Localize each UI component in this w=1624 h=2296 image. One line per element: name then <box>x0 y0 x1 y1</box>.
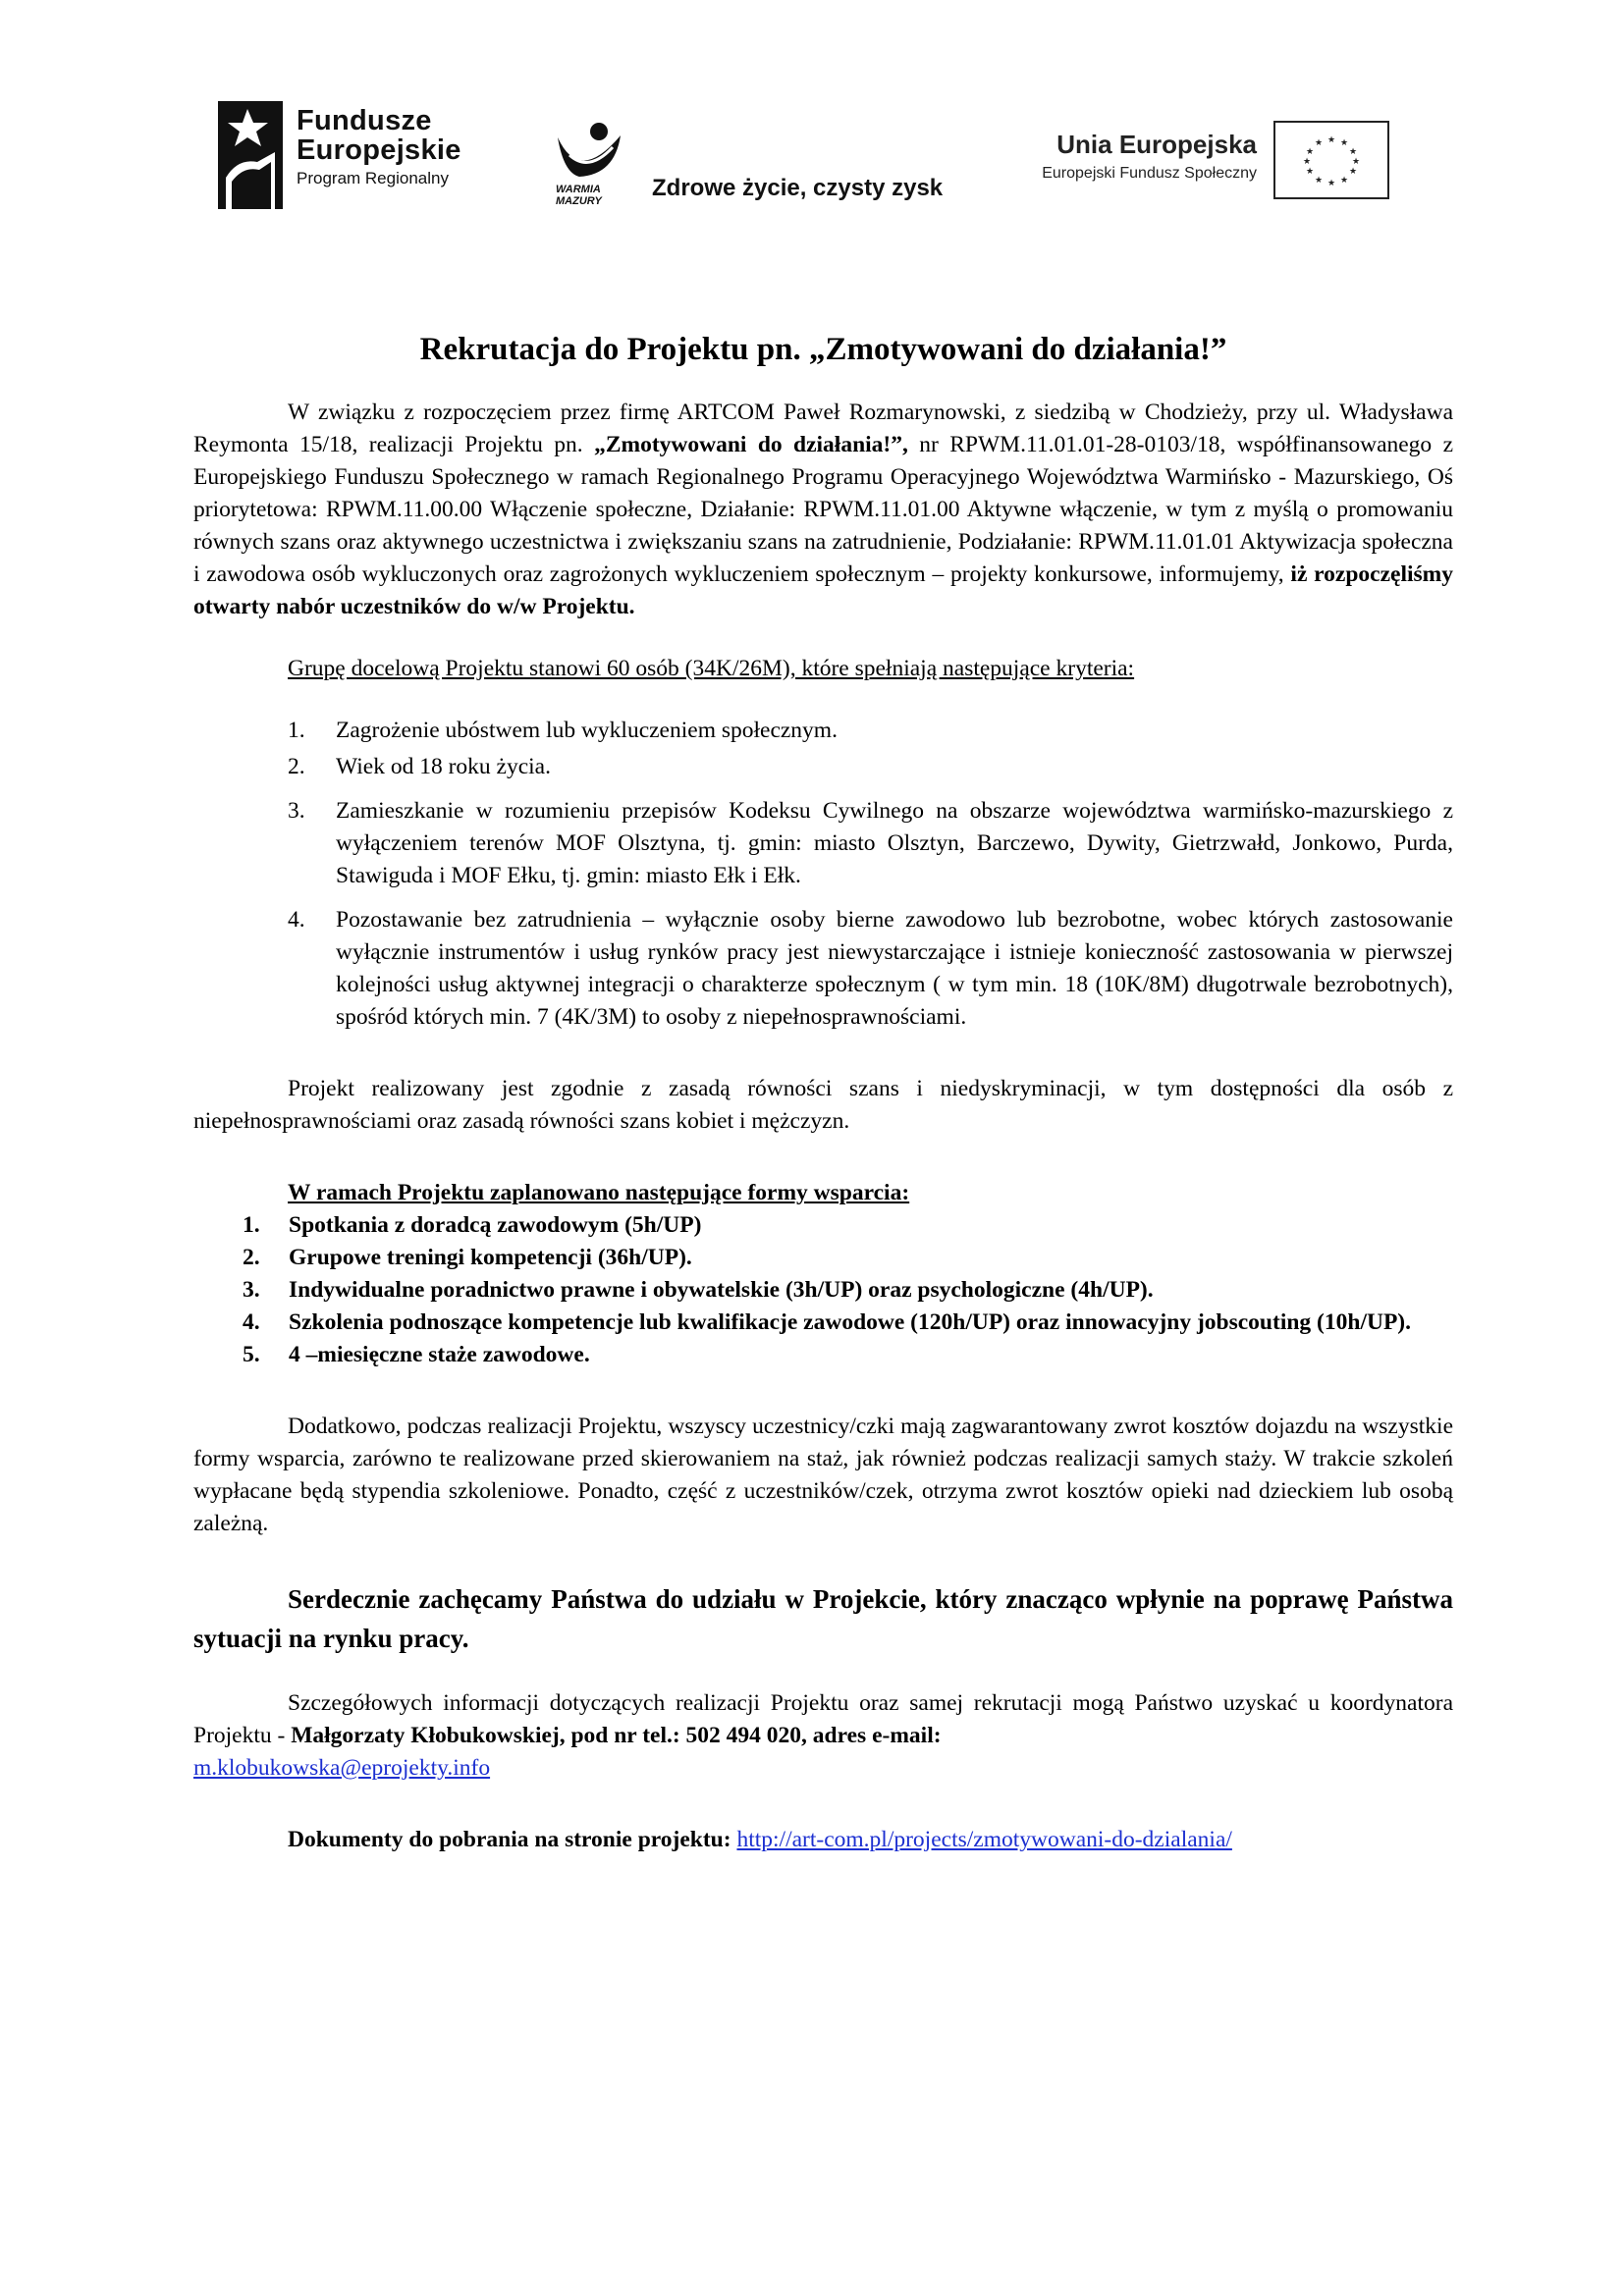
list-item <box>193 715 1453 747</box>
unia-europejska-text <box>992 130 1257 185</box>
svg-text:★: ★ <box>1339 138 1349 148</box>
list-item <box>193 904 1453 1034</box>
criteria-text: Zamieszkanie w rozumieniu przepisów Kodeksu Cywilnego na obszarze województwa warmińsko-mazurskiego z wyłączeniem terenów MOF Olsztyna, tj. gmin: miasto Olsztyn, Barczewo, Dywity, Gietrzwałd, Jonkowo, Purda, Stawiguda i MOF Ełku, tj. gmin: miasto Ełk i Ełk. <box>336 798 1453 888</box>
svg-text:★: ★ <box>1348 167 1358 177</box>
downloads-paragraph <box>193 1824 1453 1856</box>
form-number: 3. <box>243 1277 260 1303</box>
warmia-mazury-logo-icon <box>550 116 640 206</box>
intro-text-2: nr RPWM.11.01.01-28-0103/18, współfinansowanego z Europejskiego Funduszu Społecznego w ramach Regionalnego Programu Operacyjnego Województwa Warmińsko - Mazurskiego, Oś priorytetowa: RPWM.11.00.00 Włączenie społeczne, Działanie: RPWM.11.01.00 Aktywne włączenie, w tym z myślą o promowaniu równych szans oraz aktywnego uczestnictwa i zwiększaniu szans na zatrudnienie, Podziałanie: RPWM.11.01.01 Aktywizacja społeczna i zawodowa osób wykluczonych oraz zagrożonych wykluczeniem społecznym – projekty konkursowe, informujemy, <box>193 432 1453 587</box>
fundusze-europejskie-text <box>297 106 461 190</box>
equality-paragraph: Projekt realizowany jest zgodnie z zasadą równości szans i niedyskryminacji, w tym dostępności dla osób z niepełnosprawnościami oraz zasadą równości szans kobiet i mężczyzn. <box>193 1076 1453 1134</box>
svg-text:★: ★ <box>1326 179 1336 188</box>
intro-project-name: „Zmotywowani do działania!”, <box>594 432 908 457</box>
list-item <box>193 1307 1453 1339</box>
ue-subtitle: Europejski Fundusz Społeczny <box>1042 165 1257 182</box>
svg-text:★: ★ <box>1339 176 1349 186</box>
criteria-text: Wiek od 18 roku życia. <box>336 754 551 779</box>
list-item <box>193 1274 1453 1307</box>
criteria-number: 2. <box>288 754 305 779</box>
form-text: Szkolenia podnoszące kompetencje lub kwalifikacje zawodowe (120h/UP) oraz innowacyjny jobscouting (10h/UP). <box>289 1309 1411 1335</box>
email-link[interactable]: m.klobukowska@eprojekty.info <box>193 1755 491 1781</box>
contact-text: Szczegółowych informacji dotyczących realizacji Projektu oraz samej rekrutacji mogą Państwo uzyskać u koordynatora Projektu - <box>193 1690 1453 1748</box>
svg-text:★: ★ <box>1314 176 1324 186</box>
downloads-label: Dokumenty do pobrania na stronie projektu: <box>288 1827 731 1852</box>
criteria-number: 4. <box>288 907 305 933</box>
contact-details: Małgorzaty Kłobukowskiej, pod nr tel.: 502 494 020, adres e-mail: <box>291 1723 942 1748</box>
form-text: 4 –miesięczne staże zawodowe. <box>289 1342 590 1367</box>
list-item <box>193 795 1453 892</box>
list-item <box>193 1209 1453 1242</box>
ue-title: Unia Europejska <box>1056 130 1257 159</box>
wm-name-line1: WARMIA <box>556 184 601 195</box>
intro-bold-end: iż rozpoczęliśmy otwarty nabór uczestników do w/w Projektu. <box>193 561 1453 619</box>
criteria-text: Zagrożenie ubóstwem lub wykluczeniem społecznym. <box>336 718 838 743</box>
fe-title-line1: Fundusze <box>297 105 432 136</box>
svg-text:★: ★ <box>1326 135 1336 145</box>
list-item <box>193 751 1453 783</box>
additional-paragraph: Dodatkowo, podczas realizacji Projektu, wszyscy uczestnicy/czki mają zagwarantowany zwrot kosztów dojazdu na wszystkie formy wsparcia, zarówno te realizowane przed skierowaniem na staż, jak również podczas realizacji samych staży. W trakcie szkoleń wypłacane będą stypendia szkoleniowe. Ponadto, część z uczestników/czek, otrzyma zwrot kosztów opieki nad dzieckiem lub osobą zależną. <box>193 1414 1453 1536</box>
eu-flag-icon <box>1273 121 1389 199</box>
criteria-number: 3. <box>288 798 305 824</box>
form-number: 4. <box>243 1309 260 1335</box>
form-text: Spotkania z doradcą zawodowym (5h/UP) <box>289 1212 702 1238</box>
intro-text-1: W związku z rozpoczęciem przez firmę ARTCOM Paweł Rozmarynowski, z siedzibą w Chodzieży, przy ul. Władysława Reymonta 15/18, realizacji Projektu pn. <box>193 400 1453 457</box>
criteria-number: 1. <box>288 718 305 743</box>
svg-text:★: ★ <box>1305 167 1315 177</box>
form-number: 5. <box>243 1342 260 1367</box>
criteria-list <box>193 715 1453 1034</box>
intro-paragraph <box>193 397 1453 623</box>
fe-title-line2: Europejskie <box>297 134 461 166</box>
svg-text:★: ★ <box>1305 147 1315 157</box>
form-number: 2. <box>243 1245 260 1270</box>
form-text: Indywidualne poradnictwo prawne i obywatelskie (3h/UP) oraz psychologiczne (4h/UP). <box>289 1277 1154 1303</box>
criteria-text: Pozostawanie bez zatrudnienia – wyłącznie osoby bierne zawodowo lub bezrobotne, wobec których zastosowanie wyłącznie instrumentów i usług rynków pracy jest niewystarczające i istnieje konieczność zastosowania w pierwszej kolejności usług aktywnej integracji o charakterze społecznym ( w tym min. 18 (10K/8M) długotrwale bezrobotnych), spośród których min. 7 (4K/3M) to osoby z niepełnosprawnościami. <box>336 907 1453 1030</box>
form-text: Grupowe treningi kompetencji (36h/UP). <box>289 1245 692 1270</box>
wm-name-line2: MAZURY <box>556 195 602 206</box>
svg-text:★: ★ <box>1314 138 1324 148</box>
warmia-mazury-slogan: Zdrowe życie, czysty zysk <box>652 175 944 201</box>
project-url-link[interactable]: http://art-com.pl/projects/zmotywowani-do-dzialania/ <box>736 1827 1232 1852</box>
svg-text:★: ★ <box>1302 157 1312 167</box>
contact-paragraph <box>193 1687 1453 1785</box>
list-item <box>193 1339 1453 1371</box>
invitation-paragraph: Serdecznie zachęcamy Państwa do udziału w Projekcie, który znacząco wpłynie na poprawę Państwa sytuacji na rynku pracy. <box>193 1584 1453 1653</box>
list-item <box>193 1242 1453 1274</box>
target-group-heading: Grupę docelową Projektu stanowi 60 osób (34K/26M), które spełniają następujące kryteria: <box>288 656 1135 681</box>
document-body <box>193 312 1453 1856</box>
forms-heading: W ramach Projektu zaplanowano następujące formy wsparcia: <box>288 1180 910 1205</box>
support-forms-list <box>193 1209 1453 1371</box>
svg-text:★: ★ <box>1348 147 1358 157</box>
form-number: 1. <box>243 1212 260 1238</box>
fundusze-europejskie-logo-icon <box>218 101 283 209</box>
page-title: Rekrutacja do Projektu pn. „Zmotywowani do działania!” <box>419 332 1227 367</box>
fe-subtitle: Program Regionalny <box>297 169 449 187</box>
svg-text:★: ★ <box>1351 157 1361 167</box>
logo-header <box>0 0 1624 216</box>
